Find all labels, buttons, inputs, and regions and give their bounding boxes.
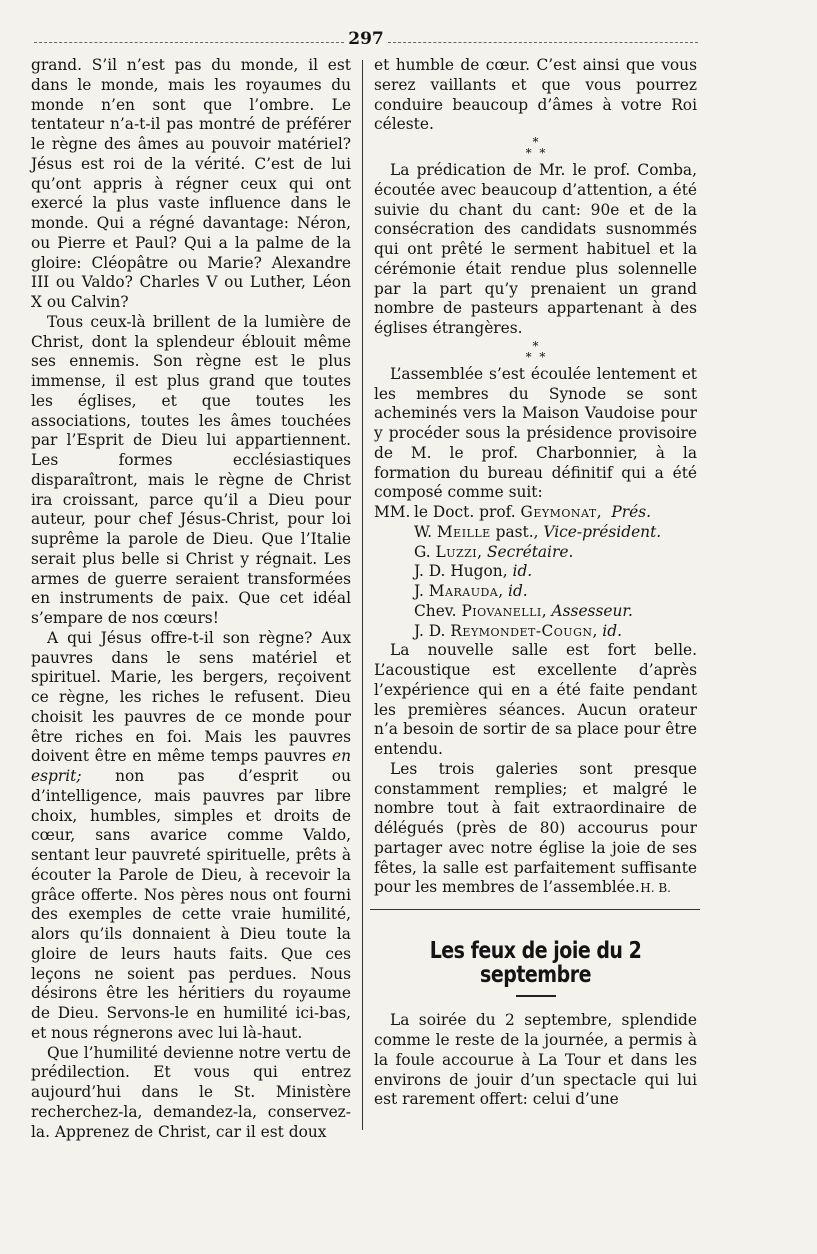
header-rule-right [388, 42, 698, 43]
bureau-role: Secrétaire. [486, 542, 574, 561]
star-top: * [532, 135, 539, 149]
right-column [374, 56, 697, 1110]
heading-underline [516, 995, 556, 997]
section-separator [370, 909, 700, 910]
section-stars-1 [374, 135, 697, 161]
left-paragraph-1: grand. S’il n’est pas du monde, il est dans le monde, mais les royaumes du monde n’en sont que l’ombre. Le tentateur n’a-t-il pas montré de préférer le règne des âmes au pouvoir matériel? Jésus est roi de la vérité. C’est de lui qu’ont appris à régner ceux qui ont exercé la plus vaste influence dans le monde. Qui a régné davantage: Néron, ou Pierre et Paul? Qui a la palme de la gloire: Cléopâtre ou Marie? Alexandre III ou Valdo? Charles V ou Luther, Léon X ou Calvin? [31, 56, 351, 311]
page-number: 297 [348, 29, 384, 49]
bureau-name: Luzzi [435, 542, 478, 561]
right-paragraph-1: et humble de cœur. C’est ainsi que vous serez vaillants et que vous pourrez conduire beaucoup d’âmes à votre Roi céleste. [374, 56, 697, 134]
signature: H. B. [640, 881, 671, 895]
bureau-row: J. D. Hugon, id. [414, 562, 533, 581]
bureau-role: id. [602, 621, 622, 640]
bureau-role: Assesseur. [551, 601, 633, 620]
bureau-role: Vice-président. [543, 522, 662, 541]
bureau-name: Hugon [450, 562, 503, 581]
bureau-name: Meille [436, 522, 491, 541]
bureau-row: Chev. Piovanelli, Assesseur. [414, 601, 633, 620]
bureau-name: Geymonat [520, 503, 597, 521]
right-paragraph-5: Les trois galeries sont presque constamment remplies; et malgré le nombre tout à fait extraordinaire de délégués (près de 80) accourus pour partager avec notre église la joie de ses fêtes, la salle est parfaitement suffisante pour les membres de l’assemblée. [374, 759, 697, 897]
left-paragraph-3-part-2: non pas d’esprit ou d’intelligence, mais pauvres par libre choix, humbles, simples et droits de cœur, sans avarice comme Valdo, sentant leur pauvreté spirituelle, prêts à écouter la Parole de Dieu, à recevoir la grâce offerte. Nos pères nous ont fourni des exemples de cette vraie humilité, alors qu’ils donnaient à Dieu toute la gloire de leurs hauts faits. Que ces leçons ne soient pas perdues. Nous désirons être les héritiers du royaume de Dieu. Servons-le en humilité ici-bas, et nous régnerons avec lui là-haut. [31, 767, 351, 1042]
bureau-role: id. [508, 582, 528, 600]
left-paragraph-2: Tous ceux-là brillent de la lumière de Christ, dont la splendeur éblouit même ses ennemis. Son règne est le plus immense, il est plus grand que toutes les églises, et que toutes les associations, toutes les âmes touchées par l’Esprit de Dieu lui appartiennent. Les formes ecclésiastiques disparaîtront, mais le règne de Christ ira croissant, parce qu’il a Dieu pour auteur, pour chef Jésus-Christ, pour loi suprême la parole de Dieu. Que l’Italie serait plus belle si Christ y régnait. Les armes de guerre seraient transformées en instruments de paix. Que cet idéal s’empare de nos cœurs! [31, 312, 351, 627]
bureau-row: J. Marauda, id. [414, 582, 528, 600]
bureau-name: Marauda [428, 582, 499, 600]
bureau-list [374, 503, 697, 641]
bureau-name: Piovanelli [461, 601, 542, 620]
star-bottom: * * [525, 349, 546, 364]
right-paragraph-2: La prédication de Mr. le prof. Comba, écoutée avec beaucoup d’attention, a été suivie du chant du cant: 90e et de la consécration des candidats susnommés qui ont prêté le serment habituel et la cérémonie était rendue plus solennelle par la part qu’y prenaient un grand nombre de pasteurs appartenant à des églises étrangères. [374, 161, 697, 337]
right-paragraph-4: La nouvelle salle est fort belle. L’acoustique est excellente d’après l’expérience qui en a été faite pendant les premières séances. Aucun orateur n’a besoin de sortir de sa place pour être entendu. [374, 641, 697, 758]
column-divider [362, 60, 363, 1130]
bureau-row: MM. le Doct. prof. Geymonat, Prés. [374, 503, 652, 521]
bureau-name: Reymondet-Cougn [450, 621, 593, 640]
bureau-row: G. Luzzi, Secrétaire. [414, 542, 574, 561]
bureau-row: J. D. Reymondet-Cougn, id. [414, 621, 622, 640]
section-heading: Les feux de joie du 2 septembre [429, 937, 642, 988]
left-column [31, 56, 351, 1142]
bureau-row: W. Meille past., Vice-président. [414, 522, 662, 541]
star-top: * [532, 338, 539, 353]
right-paragraph-6: La soirée du 2 septembre, splendide comme le reste de la journée, a permis à la foule accourue à La Tour et dans les environs de jouir d’un spectacle qui lui est rarement offert: celui d’une [374, 1011, 697, 1109]
left-paragraph-3-italic: en esprit; [31, 747, 351, 785]
bureau-role: id. [512, 562, 533, 581]
section-stars-2 [374, 339, 697, 365]
header-rule-left [34, 42, 344, 43]
left-paragraph-3 [31, 629, 351, 1044]
left-paragraph-3-part-1: A qui Jésus offre-t-il son règne? Aux pauvres dans le sens matériel et spirituel. Marie, les bergers, reçoivent ce règne, les riches le refusent. Dieu choisit les pauvres de ce monde pour être riches en foi. Mais les pauvres doivent être en même temps pauvres [31, 628, 351, 766]
bureau-role: Prés. [611, 503, 652, 521]
star-bottom: * * [525, 146, 546, 160]
right-paragraph-3: L’assemblée s’est écoulée lentement et les membres du Synode se sont acheminés vers la Maison Vaudoise pour y procéder sous la présidence provisoire de M. le prof. Charbonnier, à la formation du bureau définitif qui a été composé comme suit: [374, 364, 697, 502]
page-header [34, 28, 698, 50]
left-paragraph-4: Que l’humilité devienne notre vertu de prédilection. Et vous qui entrez aujourd’hui dans le St. Ministère recherchez-la, demandez-la, conservez-la. Apprenez de Christ, car il est doux [31, 1043, 351, 1141]
bureau-lead: MM. [374, 503, 411, 521]
